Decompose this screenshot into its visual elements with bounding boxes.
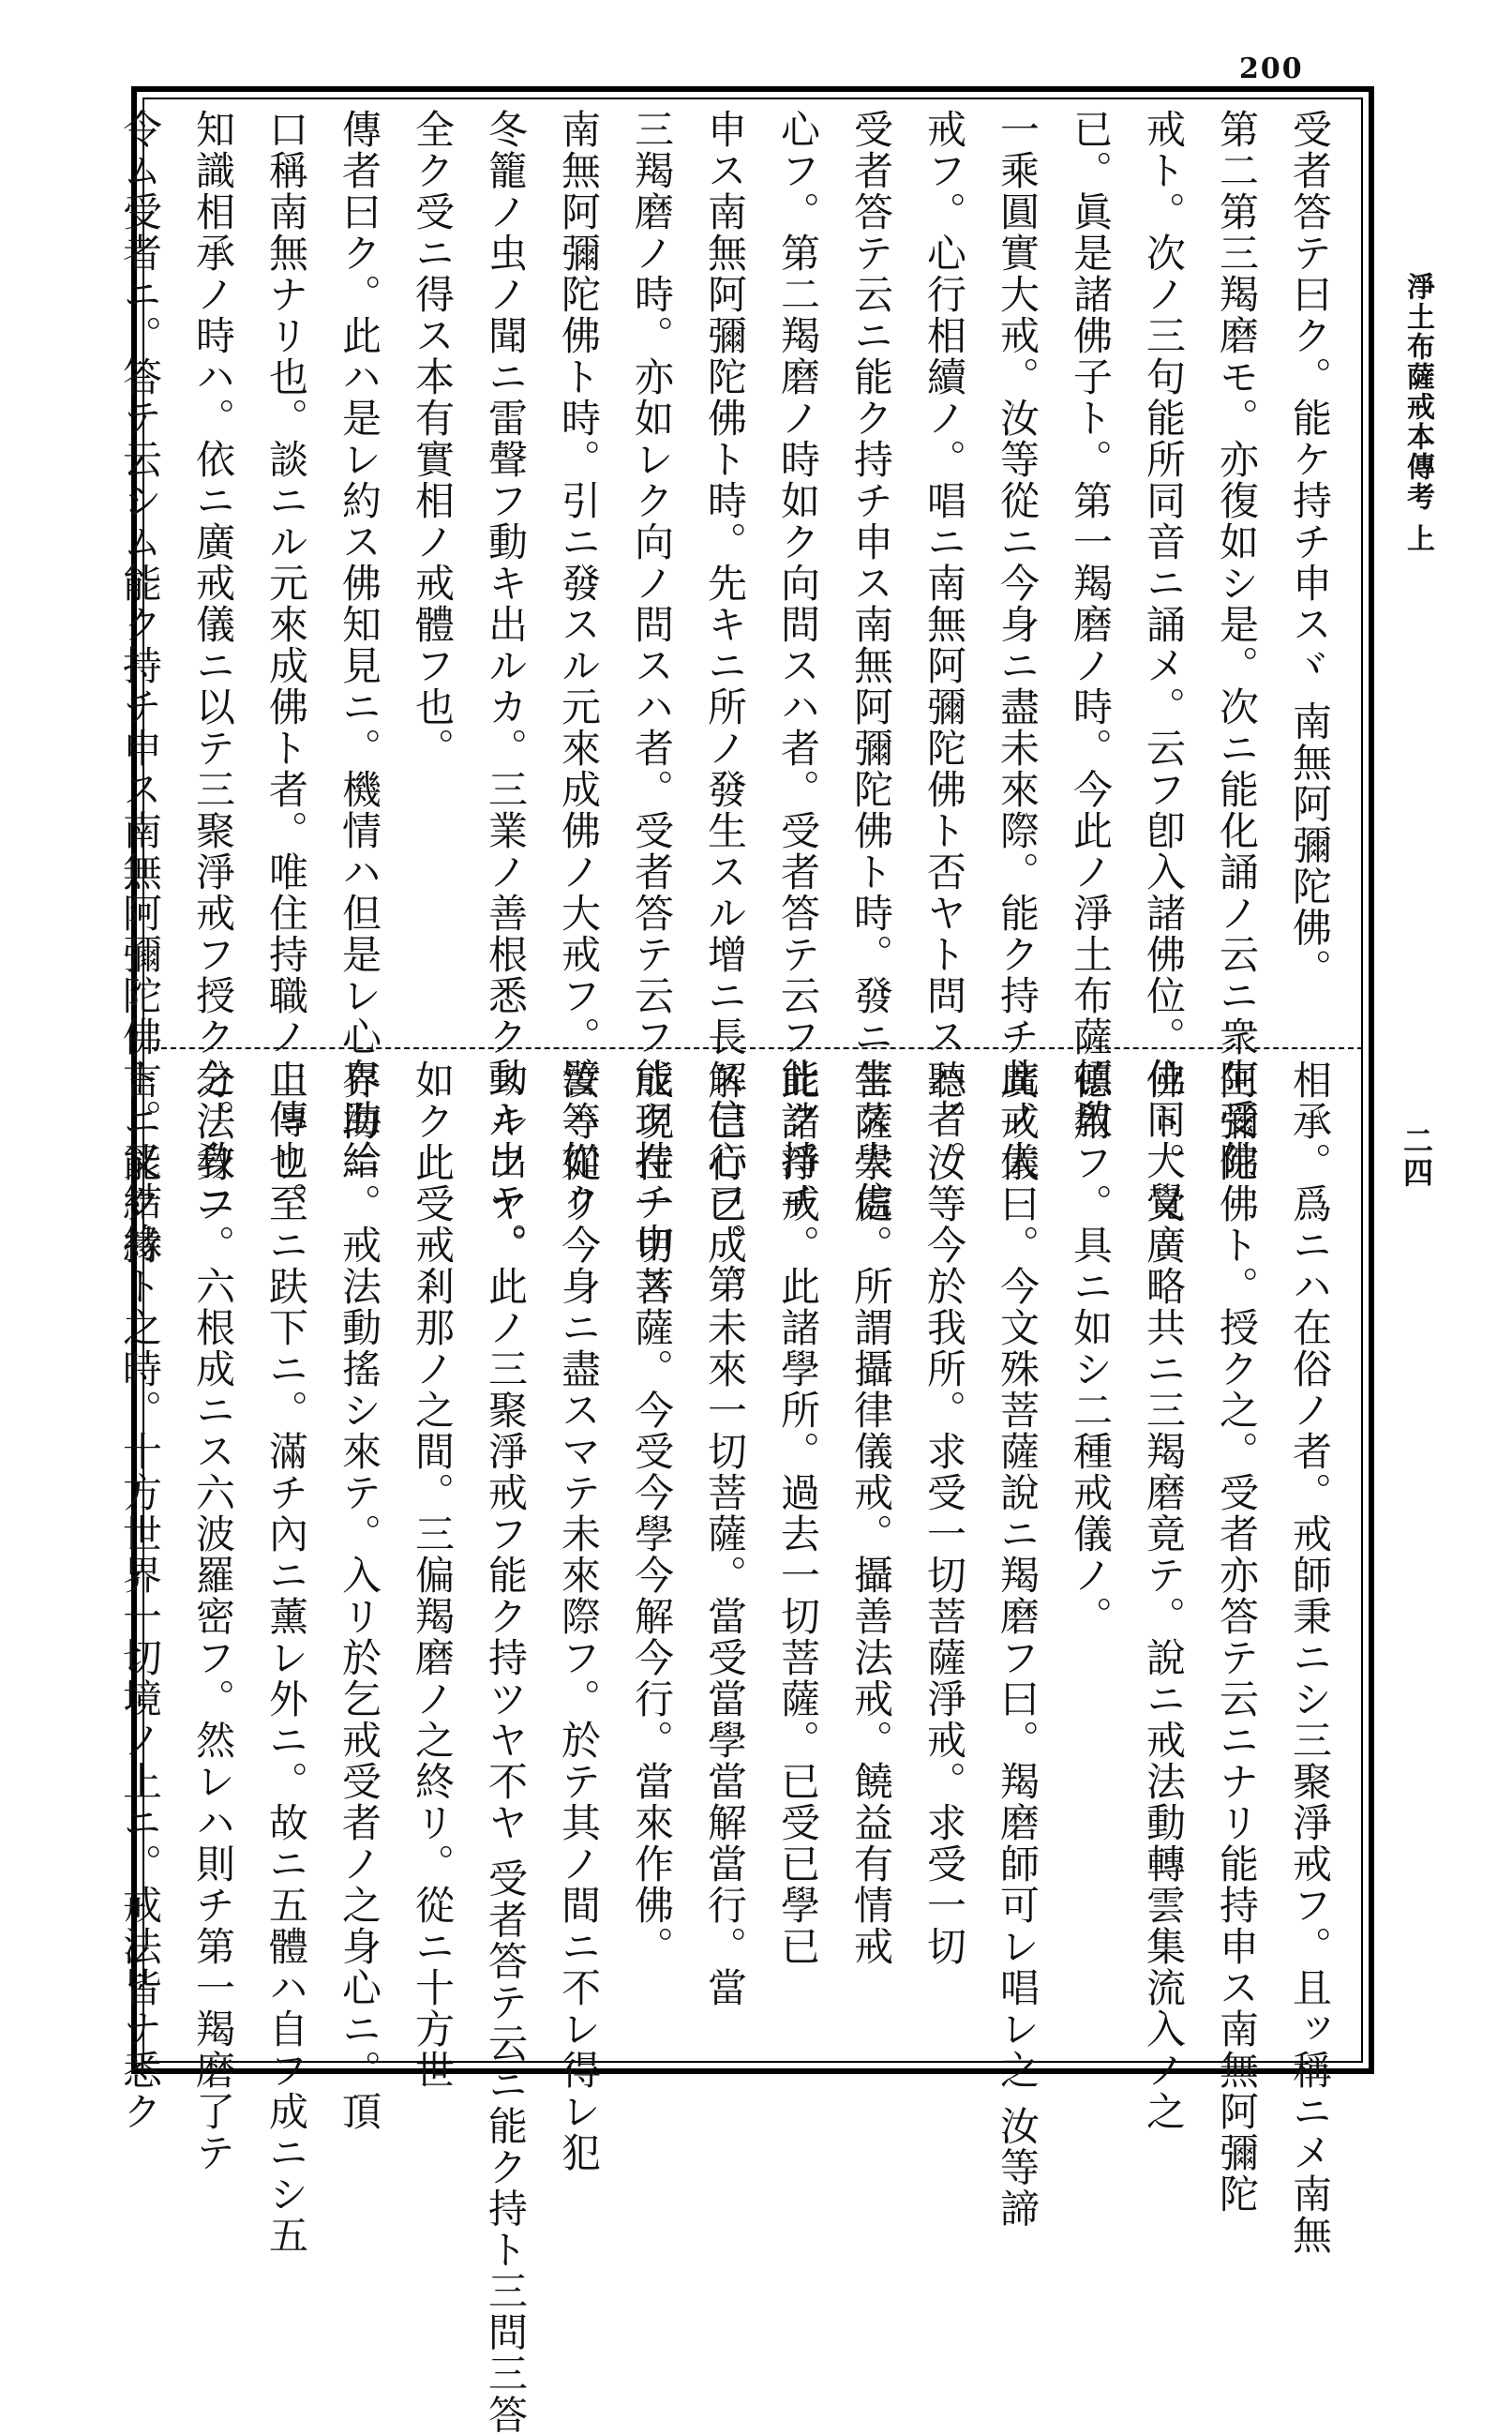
lower-text-block [117,1060,1346,2435]
text-column: 南無阿彌陀佛ト時。引ニ發スル元來成佛ノ大戒フ。譬ハ如ク [556,109,602,1223]
text-column: 三羯磨ノ時。亦如レク向ノ問スハ者。受者答テ云フ能ク持チ申ス [629,109,675,1305]
text-column: 知識相承ノ時ハ。依ニ廣戒儀ニ以テ三聚淨戒フ授ク之。敎ニ [190,109,236,1223]
text-column: 傳者曰ク。此ハ是レ約ス佛知見ニ。機情ハ但是レ心存助給 [337,109,382,1181]
text-column: 上ョリ至ニ趺下ニ。滿チ內ニ薰レ外ニ。故ニ五體ハ自フ成ニシ五 [263,1060,309,2256]
text-column: 令ム受者ニ。答テ云シム能ク持チ申ス南無阿彌陀佛ト。又結緣 [117,109,163,1264]
running-header: 淨土布薩戒本傳考 上 [1401,272,1434,554]
text-column: 菩薩學處。所謂攝律儀戒。攝善法戒。饒益有情戒 [848,1060,894,1967]
text-column: 廣戒儀曰。今文殊菩薩說ニ羯磨フ曰。羯磨師可レ唱レ之 汝等諦 [995,1060,1040,2230]
side-folio: 二四 [1399,1125,1434,1189]
text-column: 此諸淨戒。此諸學所。過去一切菩薩。已受已學已 [775,1060,821,1967]
text-column: 界海ニ。戒法動搖シ來テ。入リ於乞戒受者ノ之身心ニ。頂 [337,1060,382,2132]
text-column: 解已行已成。未來一切菩薩。當受當學當解當行。當 [702,1060,748,2008]
text-column: 分法身フ。六根成ニス六波羅密フ。然レハ則チ第一羯磨了テ [190,1060,236,2173]
text-column: 成現在一切菩薩。今受今學今解今行。當來作佛。 [629,1060,675,1967]
text-column: 一乘圓實大戒。汝等從ニ今身ニ盡未來際。能ク持チ此ノ大 [995,109,1040,1181]
text-column: 冬籠ノ虫ノ聞ニ雷聲フ動キ出ルカ。三業ノ善根悉ク動キ出テ。 [483,109,529,1264]
text-column: 心フ。第二羯磨ノ時如ク向問スハ者。受者答テ云フ能ク持チ [775,109,821,1223]
text-column: 相承。爲ニハ在俗ノ者。戒師秉ニシ三聚淨戒フ。且ッ稱ニメ南無 [1287,1060,1333,2256]
text-column: 受者答テ曰ク。能ケ持チ申スヾ 南無阿彌陀佛。 [1287,109,1333,990]
text-column: 第二第三羯磨モ。亦復如シ是。次ニ能化誦ノ云ニ衆生受佛 [1214,109,1260,1181]
text-column: 已。眞是諸佛子ト。第一羯磨ノ時。今此ノ淨土布薩頓敎 [1068,109,1114,1140]
text-column: 佛ト。又廣略共ニ三羯磨竟テ。說ニ戒法動轉雲集流入ノ之 [1141,1060,1187,2132]
text-column: 如ク此受戒剎那ノ之間。三偏羯磨ノ之終リ。從ニ十方世 [410,1060,456,2091]
text-column: 汝等從リ今身ニ盡スマテ未來際フ。於テ其ノ間ニ不レ得レ犯 [556,1060,602,2173]
text-column: 全ク受ニ得ス本有實相ノ戒體フ也。 [410,109,456,769]
text-column: 受者答テ云ニ能ク持チ申ス南無阿彌陀佛ト時。發ニ生ス大信 [848,109,894,1223]
text-column: スルフヤ。此ノ三聚淨戒フ能ク持ツヤ不ヤ 受者答テ云ニ能ク持ト三問三答 [483,1060,529,2435]
text-column: 阿彌陀佛ト。授ク之。受者亦答テ云ニナリ能持申ス南無阿彌陀 [1214,1060,1260,2215]
text-column: 德用フ。具ニ如シ二種戒儀ノ。 [1068,1060,1114,1637]
page-number: 200 [1239,53,1304,85]
text-column: 言ニ能ク持ト之時。十方世界一切境ノ上ニ。戒法皆ナ悉ク [117,1060,163,2132]
upper-text-block [117,109,1346,1305]
text-column: 申ス南無阿彌陀佛ト時。先キニ所ノ發生スル增ニ長ス信心フ。第 [702,109,748,1305]
text-column: 戒フ。心行相續ノ。唱ニ南無阿彌陀佛ト否ヤト問スハ者。 [921,109,967,1181]
text-column: 口稱南無ナリ也。談ニル元來成佛ト者。唯住持職ノ口傳也。 [263,109,309,1223]
text-column: 戒ト。次ノ三句能所同音ニ誦メ。云フ卽入諸佛位。位同大覺 [1141,109,1187,1223]
text-column: 聽。汝等今於我所。求受一切菩薩淨戒。求受一切 [921,1060,967,1967]
